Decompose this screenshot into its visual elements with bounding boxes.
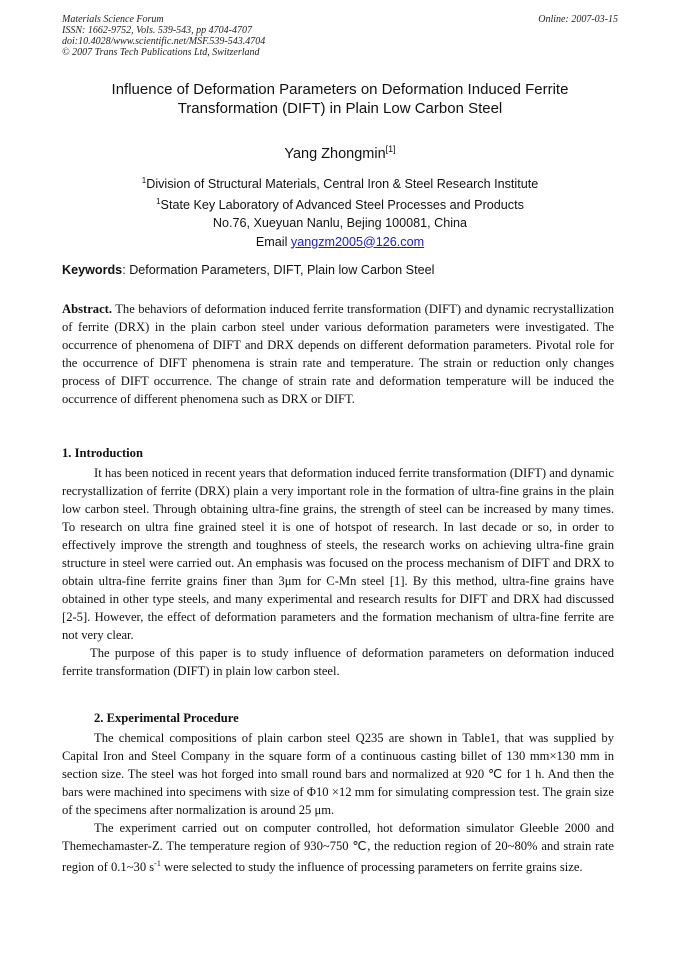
abstract-label: Abstract. xyxy=(62,302,113,316)
title-line-2: Transformation (DIFT) in Plain Low Carbon Steel xyxy=(177,100,503,117)
doi-line: doi:10.4028/www.scientific.net/MSF.539-543.4704 xyxy=(62,36,266,47)
affiliation-sup-2: 1 xyxy=(156,197,161,207)
affiliation-text-2: State Key Laboratory of Advanced Steel Processes and Products xyxy=(160,198,524,213)
author-ref: [1] xyxy=(385,144,396,154)
keywords xyxy=(62,263,618,277)
affiliation-line-2 xyxy=(62,193,618,214)
section-2-paragraph-2 xyxy=(62,819,614,876)
author xyxy=(62,144,618,162)
online-date: Online: 2007-03-15 xyxy=(538,14,618,25)
paper-title xyxy=(62,80,618,118)
section-2-body xyxy=(62,729,614,876)
affiliation-sup-1: 1 xyxy=(141,176,147,185)
journal-header xyxy=(62,14,618,58)
title-line-1: Influence of Deformation Parameters on Deformation Induced Ferrite xyxy=(111,81,569,98)
strain-rate-exponent: -1 xyxy=(154,859,161,868)
section-2-paragraph-2-a: The experiment carried out on computer controlled, hot deformation simulator Gleeble 2000 and Themechamaster-Z. The temperature region of 930~750 ℃, the reduction region of 20~80% and strain rate region of 0.1~30 s xyxy=(62,821,614,874)
keywords-text: : Deformation Parameters, DIFT, Plain low Carbon Steel xyxy=(122,263,435,277)
email-label: Email xyxy=(255,234,291,249)
journal-name: Materials Science Forum xyxy=(62,14,164,25)
author-name: Yang Zhongmin xyxy=(284,146,386,162)
abstract xyxy=(62,300,614,408)
section-1-paragraph-1: It has been noticed in recent years that deformation induced ferrite transformation (DIFT) and dynamic recrystallization of ferrite (DRX) plain a very important role in the formation of ultra-fine grains in the plain low carbon steel. Through obtaining ultra-fine grains, the strength of steel can be increased by many times. To research on ultra fine grained steel it is one of hotspot of research. In last decade or so, in order to effectively improve the strength and toughness of steels, the research works on achieving ultra-fine grain structure in steel were carried out. An emphasis was focused on the process mechanism of DIFT and DRX to obtain ultra-fine ferrite grains finer than 3μm for C-Mn steel [1]. By this method, ultra-fine grains have obtained in other type steels, and many experimental and research results for DIFT and DRX had discussed [2-5]. However, the effect of deformation parameters and the formation mechanism of ultra-fine ferrite are not very clear. xyxy=(62,466,614,642)
email-link[interactable]: yangzm2005@126.com xyxy=(290,234,425,249)
affiliation-address: No.76, Xueyuan Nanlu, Bejing 100081, China xyxy=(212,216,468,231)
issn-line: ISSN: 1662-9752, Vols. 539-543, pp 4704-4707 xyxy=(62,25,252,36)
section-1-heading: 1. Introduction xyxy=(62,446,143,460)
email-line xyxy=(62,233,618,251)
keywords-label: Keywords xyxy=(62,263,123,277)
section-2-paragraph-1: The chemical compositions of plain carbon steel Q235 are shown in Table1, that was supplied by Capital Iron and Steel Company in the square form of a continuous casting billet of 130 mm×130 mm in section size. The steel was hot forged into small round bars and normalized at 920 ℃ for 1 h. And then the bars were machined into specimens with size of Φ10 ×12 mm for simulating compression test. The grain size of the specimens after normalization is around 25 μm. xyxy=(62,731,614,817)
section-1-body xyxy=(62,464,614,680)
section-2-heading: 2. Experimental Procedure xyxy=(94,711,239,725)
abstract-text: The behaviors of deformation induced ferrite transformation (DIFT) and dynamic recrystallization of ferrite (DRX) in the plain carbon steel under various deformation parameters were investigated. The occurrence of phenomena of DIFT and DRX depends on different deformation parameters. Pivotal role for the occurrence of DIFT phenomena is strain rate and temperature. The strain or reduction only changes process of DIFT occurrence. The change of strain rate and deformation temperature will be induced the occurrence of different phenomena such as DRX or DIFT. xyxy=(62,302,614,406)
section-1-paragraph-2: The purpose of this paper is to study influence of deformation parameters on deformation induced ferrite transformation (DIFT) in plain low carbon steel. xyxy=(62,646,614,678)
section-2-paragraph-2-b: were selected to study the influence of processing parameters on ferrite grains size. xyxy=(160,860,583,874)
copyright-line: © 2007 Trans Tech Publications Ltd, Switzerland xyxy=(62,47,260,58)
affiliation-text-1: Division of Structural Materials, Central Iron & Steel Research Institute xyxy=(146,177,539,191)
affiliation xyxy=(62,172,618,251)
affiliation-line-1 xyxy=(62,172,618,193)
